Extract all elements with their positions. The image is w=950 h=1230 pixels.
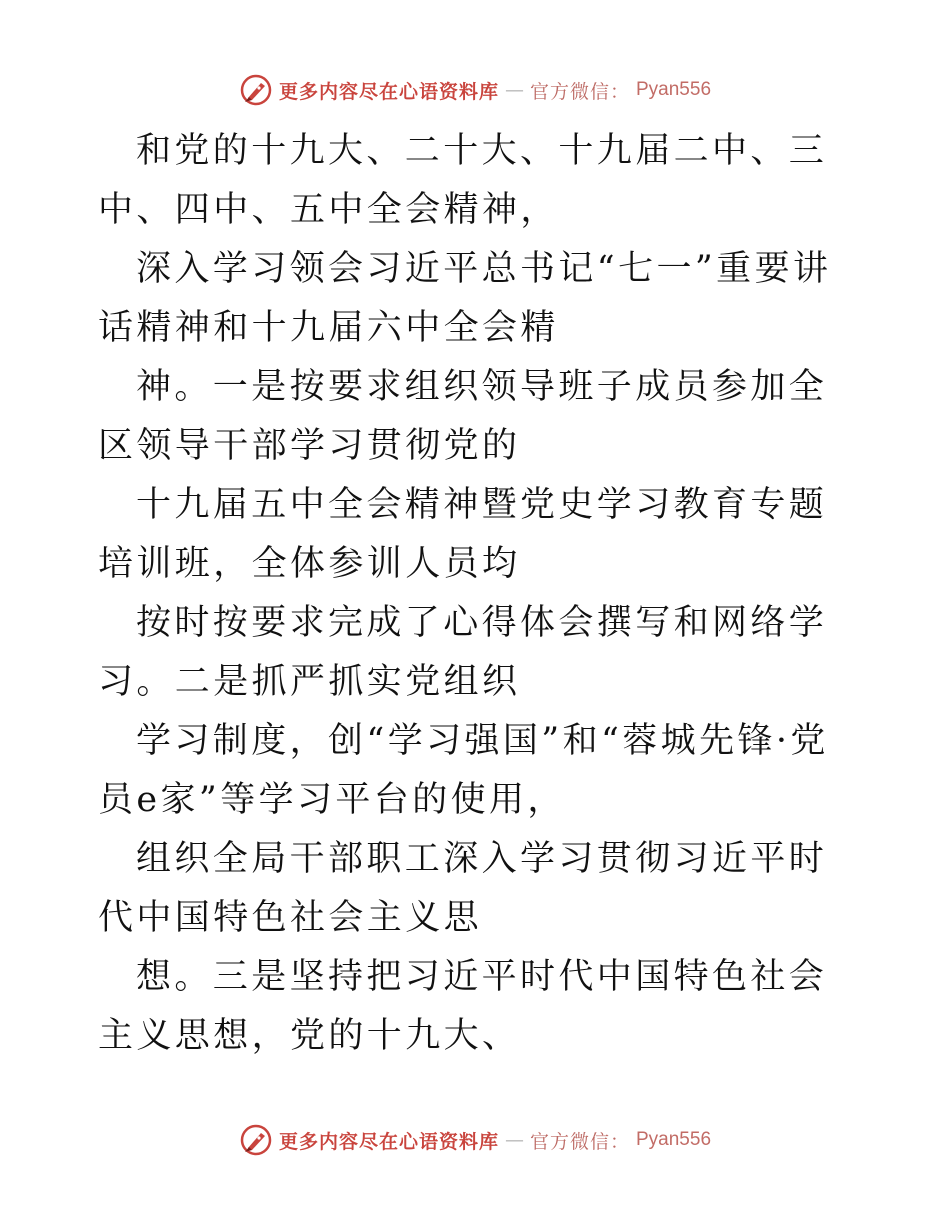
footer-official-label: 官方微信： xyxy=(529,1130,630,1153)
header-official-label: 官方微信： xyxy=(529,80,630,103)
pen-logo-icon xyxy=(239,1123,273,1157)
header-separator: — xyxy=(504,79,524,101)
paragraph-3: 神。一是按要求组织领导班子成员参加全区领导干部学习贯彻党的 xyxy=(98,367,828,466)
footer-wechat-id: Pyan556 xyxy=(636,1129,712,1150)
document-body xyxy=(98,122,858,1066)
header-wechat-id: Pyan556 xyxy=(636,79,712,100)
paragraph-6: 学习制度，创“学习强国”和“蓉城先锋·党员e家”等学习平台的使用， xyxy=(98,721,829,820)
paragraph-2: 深入学习领会习近平总书记“七一”重要讲话精神和十九届六中全会精 xyxy=(98,249,832,348)
header-brand-text: 更多内容尽在心语资料库 xyxy=(278,80,499,103)
paragraph-5: 按时按要求完成了心得体会撰写和网络学习。二是抓严抓实党组织 xyxy=(98,603,828,702)
footer-separator: — xyxy=(504,1129,524,1151)
footer-brand-text: 更多内容尽在心语资料库 xyxy=(278,1130,499,1153)
paragraph-1: 和党的十九大、二十大、十九届二中、三中、四中、五中全会精神， xyxy=(98,131,828,230)
paragraph-7: 组织全局干部职工深入学习贯彻习近平时代中国特色社会主义思 xyxy=(98,839,828,938)
pen-logo-icon xyxy=(239,73,273,107)
header-banner xyxy=(0,70,950,110)
footer-banner xyxy=(0,1120,950,1160)
paragraph-8: 想。三是坚持把习近平时代中国特色社会主义思想，党的十九大、 xyxy=(98,957,828,1056)
paragraph-4: 十九届五中全会精神暨党史学习教育专题培训班，全体参训人员均 xyxy=(98,485,828,584)
